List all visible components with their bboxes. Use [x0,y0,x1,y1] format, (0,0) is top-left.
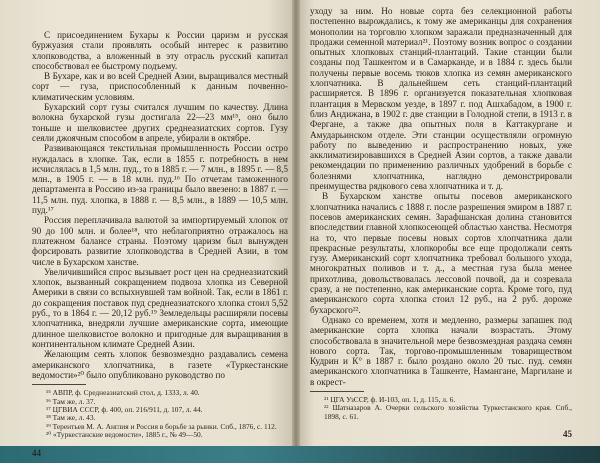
paragraph: Развивающаяся текстильная промышленность России остро нуждалась в хлопке. Так, если в 1855 г. потребность в нем исчислялась в 1,5 млн. пуд., то в 1885 г. — 7 млн., в 1895 г. — 8,5 млн., в 1905 г. — в 18 млн. пуд.¹⁶ По отчетам таможенного департамента в Россию из-за границы было ввезено: в 1887 г. — 11,5 млн. пуд. хлопка, в 1888 г. — 8,5 млн., в 1889 — 10,5 млн. пуд.¹⁷ [32,143,288,216]
book-gutter [292,0,300,446]
paragraph: В Бухаре, как и во всей Средней Азии, выращивался местный сорт — гуза, приспособленный к данным почвенно-климатическим условиям. [32,71,288,102]
paragraph: Бухарский сорт гузы считался лучшим по качеству. Длина волокна бухарской гузы достигала 22—23 мм¹⁵, оно было тоньше и шелковистее других среднеазиатских сортов. Гузу сеяли джоячным способом в апреле, убирали в октябре. [32,102,288,143]
footnote: ¹⁵ АВПР, ф. Среднеазиатский стол, д. 1333, л. 40. [46,388,200,398]
footnote: ²² Шатназаров А. Очерки сельского хозяйства Туркестанского края. Спб., 1898, с. 61. [324,403,572,421]
footnote: ¹⁷ ЦГВИА СССР, ф. 400, оп. 216/911, д. 107, л. 44. [46,404,203,414]
paragraph: В Бухарском ханстве опыты посевов американского хлопчатника начались с 1888 г. после разрешения эмиром в 1887 г. посевов американских семян. Зарафшанская долина становится впоследствии главной хлопкосеющей областью ханства. Несмотря на то, что первые посевы новых сортов хлопчатника дали прекрасные результаты, хлопкоробы все еще продолжали сеять гузу. Американский сорт хлопчатника требовал большого ухода, многократных поливов и т. д., а местная гуза была менее прихотлива, довольствовалась лессовой почвой, да и созревала сразу, а не постепенно, как американские сорта. Кроме того, пуд американского сорта хлопка стоил 12 руб., на 2 руб. дороже бухарского²². [310,191,572,315]
paragraph: Желающим сеять хлопок безвозмездно раздавались семена американского хлопчатника, в газете «Туркестанские ведомости»²⁰ было опубликовано руководство по [32,349,288,380]
footnote-divider [32,384,86,385]
footnote: ²⁰ «Туркестанские ведомости», 1885 г., № 49—50. [46,430,203,440]
footnote: ¹⁶ Там же, л. 37. [46,396,96,406]
footnote: ²¹ ЦГА УзССР, ф. И-103, оп. 1, д. 115, л. 6. [324,394,456,404]
right-page-body [310,6,572,440]
paragraph: Россия переплачивала валютой за импортируемый хлопок от 90 до 100 млн. и более¹⁸, что неблагоприятно отражалось на платежном балансе страны. Поэтому царизм был вынужден форсировать развитие хлопководства в Средней Азии, в том числе в Бухарском ханстве. [32,215,288,267]
paragraph: Увеличившийся спрос вызывает рост цен на среднеазиатский хлопок, вызванный сокращением подвоза хлопка из Северной Америки в связи со вспыхнувшей там войной. Так, если в 1861 г. до сокращения поставок пуд среднеазиатского хлопка стоил 5,52 руб., то в 1864 г. — 20,12 руб.¹⁹ Земледельцы расширяли посевы хлопчатника, внедряли лучшие американские сорта, имеющие длинное шелковистое волокно и пригодные для выращивания в континентальном климате Средней Азии. [32,266,288,349]
footnote: ¹⁸ Там же, л. 43. [46,413,96,423]
left-page-body [32,30,288,458]
footnote: ¹⁹ Терентьев М. А. Англия и Россия в борьбе за рынки. Спб., 1876, с. 112. [46,421,277,431]
page-number: 45 [563,429,572,440]
footnote-divider [310,391,364,392]
page-number: 44 [32,447,41,458]
paragraph: уходу за ним. Но новые сорта без селекционной работы постепенно вырождались, к тому же американцы для сохранения монополии на торговлю хлопком заражали предназначенный для продажи семенной материал²¹. Поэтому возник вопрос о создании опытных хлопковых станций-плантаций. Такие станции были созданы под Ташкентом и в Самарканде, и в 1884 г. здесь были получены первые восемь тюков хлопка из семян американского хлопчатника. В дальнейшем сеть станций-плантаций расширяется. В 1896 г. организуется показательная хлопковая плантация в Мервском уезде, в 1897 г. под Ашхабадом, в 1900 г. близ Андижана, в 1902 г. две станции в Голодной степи, в 1913 г. в Фергане, а также два опытных поля в Каттакургане и Амударьинском отделе. Эти станции осуществляли огромную работу по выведению и распространению новых, уже акклиматизировавшихся в Средней Азии сортов, а также давали рекомендации по применению различных удобрений в борьбе с болезнями хлопчатника, наглядно демонстрировали преимущества рядкового сева хлопчатника и т. д. [310,6,572,192]
paragraph: Однако со временем, хотя и медленно, размеры запашек под американские сорта хлопка начали возрастать. Этому способствовала в значительной мере безвозмездная раздача семян нового сорта. Так, торгово-промышленным товариществом Кудрин и К° в 1887 г. было роздано около 20 тыс. пуд. семян американского хлопчатника в Ташкенте, Намангане, Маргилане и в окрест- [310,314,572,387]
right-page [296,0,600,446]
paragraph: С присоединением Бухары к России царизм и русская буржуазия стали проявлять особый интерес к развитию хлопководства, а вложенный в эту отрасль русский капитал способствовал ее быстрому подъему. [32,30,288,71]
left-page [0,0,296,458]
